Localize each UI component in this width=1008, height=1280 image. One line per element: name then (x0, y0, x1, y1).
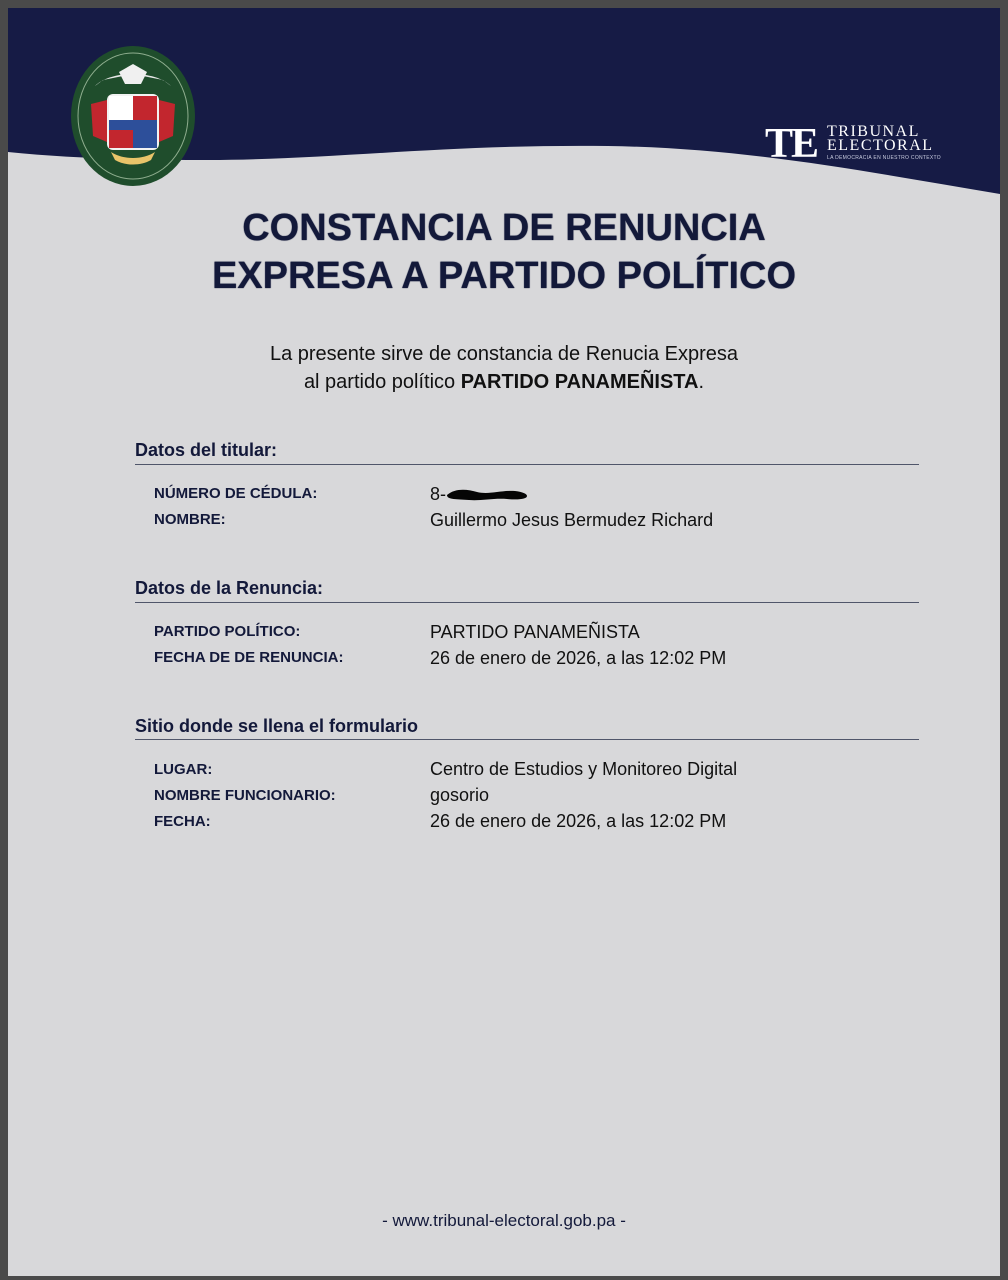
section-renuncia-heading: Datos de la Renuncia: (135, 578, 324, 598)
funcionario-label: NOMBRE FUNCIONARIO: (154, 787, 336, 804)
lugar-label: LUGAR: (154, 761, 213, 778)
lugar-value: Centro de Estudios y Monitoreo Digital (430, 759, 738, 779)
intro-line-1: La presente sirve de constancia de Renucia Expresa (269, 343, 739, 365)
nombre-value: Guillermo Jesus Bermudez Richard (430, 510, 714, 530)
intro-line-2: al partido político PARTIDO PANAMEÑISTA. (303, 371, 705, 393)
section-sitio-heading: Sitio donde se llena el formulario (135, 716, 419, 736)
redaction-mark (445, 486, 529, 502)
intro-party: PARTIDO PANAMEÑISTA (460, 371, 699, 393)
document-page (8, 8, 1000, 1276)
fecha-renuncia-value: 26 de enero de 2026, a las 12:02 PM (430, 648, 727, 668)
section-divider (135, 739, 919, 740)
logo-subtitle: LA DEMOCRACIA EN NUESTRO CONTEXTO (827, 155, 941, 161)
document-title (8, 204, 1000, 300)
cedula-value: 8- (430, 484, 447, 504)
footer-url[interactable]: - www.tribunal-electoral.gob.pa - (382, 1211, 626, 1230)
fecha-value: 26 de enero de 2026, a las 12:02 PM (430, 811, 727, 831)
title-line-2: EXPRESA A PARTIDO POLÍTICO (211, 255, 797, 297)
te-monogram: TE (765, 121, 818, 167)
intro-text (8, 340, 1000, 396)
cedula-label: NÚMERO DE CÉDULA: (154, 485, 318, 502)
coat-of-arms-seal (71, 44, 195, 188)
fecha-renuncia-label: FECHA DE DE RENUNCIA: (154, 649, 344, 666)
partido-value: PARTIDO PANAMEÑISTA (430, 622, 640, 642)
section-divider (135, 464, 919, 465)
nombre-label: NOMBRE: (154, 511, 226, 528)
title-line-1: CONSTANCIA DE RENUNCIA (242, 207, 766, 249)
partido-label: PARTIDO POLÍTICO: (154, 623, 301, 640)
section-titular-heading: Datos del titular: (135, 440, 278, 460)
fecha-label: FECHA: (154, 813, 211, 830)
logo-name: TRIBUNAL ELECTORAL (827, 123, 934, 154)
section-divider (135, 602, 919, 603)
tribunal-electoral-logo (765, 121, 955, 171)
funcionario-value: gosorio (430, 785, 490, 805)
